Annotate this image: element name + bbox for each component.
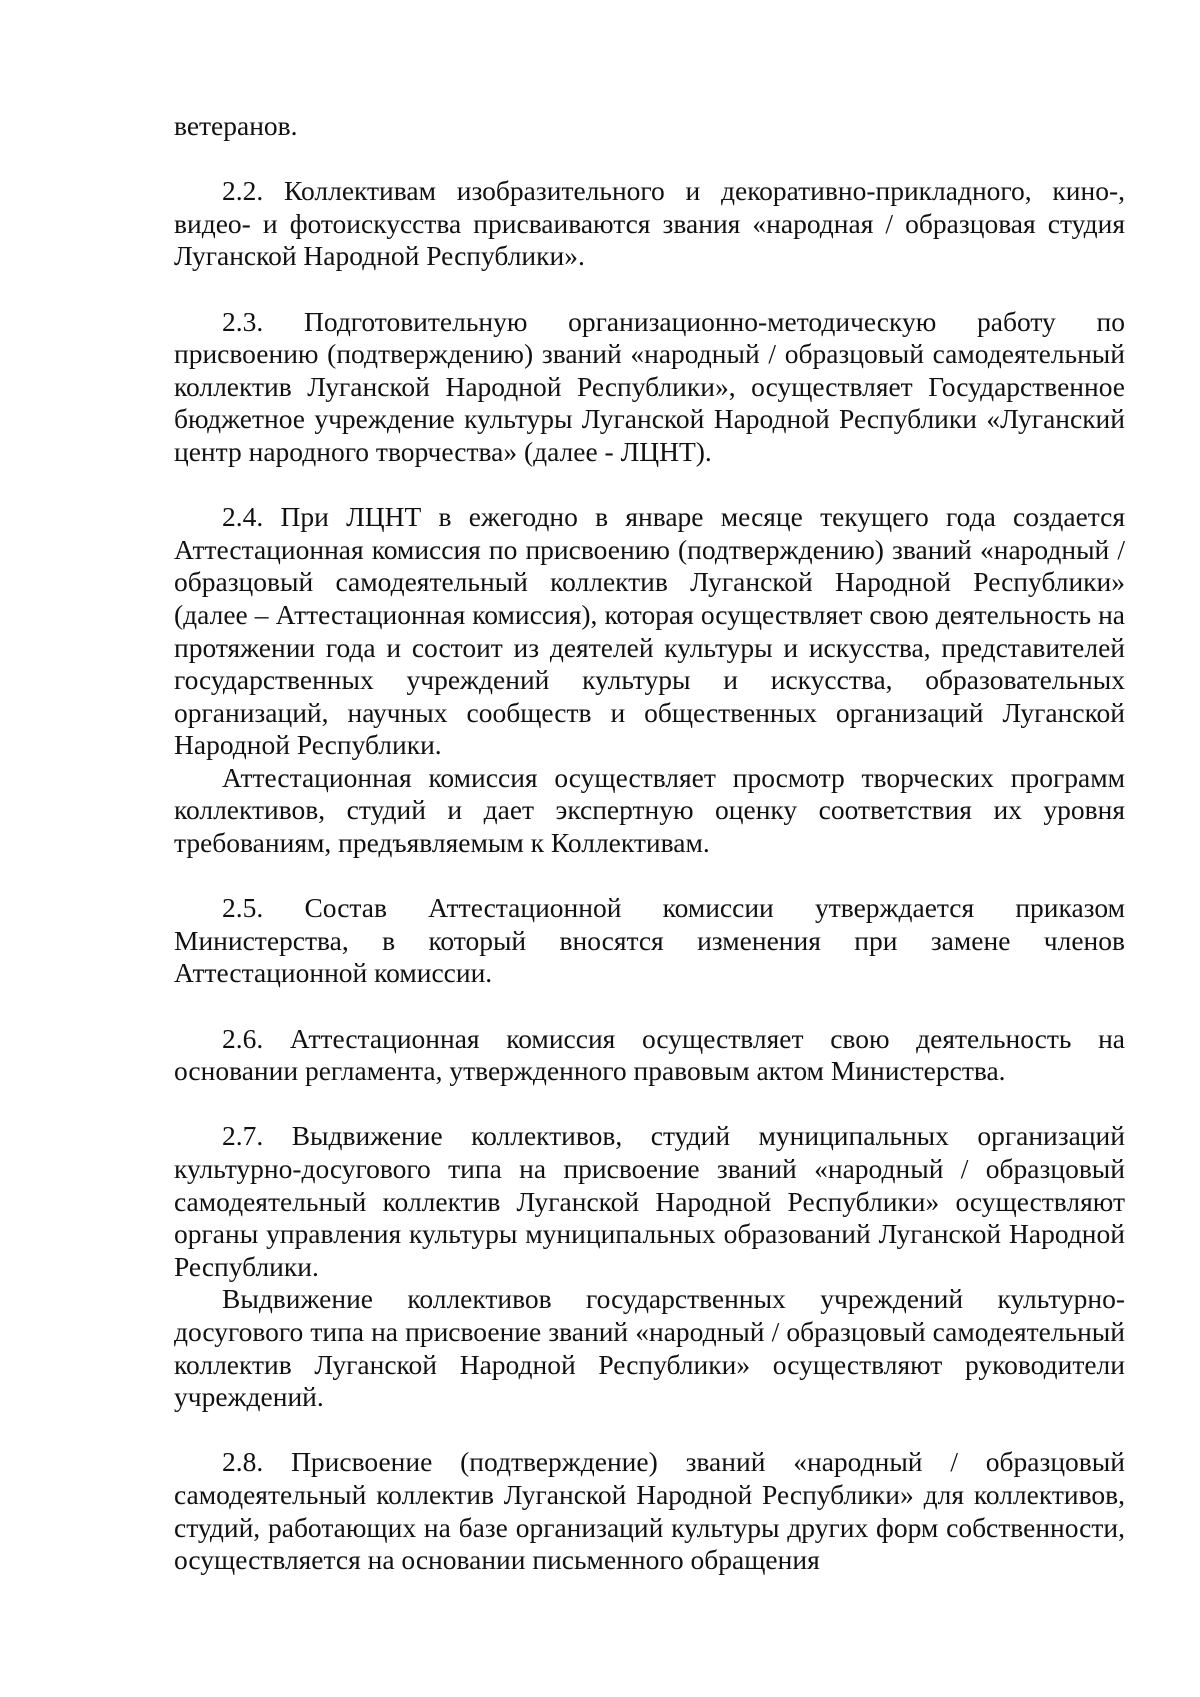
paragraph-2-6: 2.6. Аттестационная комиссия осуществляет свою деятельность на основании регламента, утвержденного правовым актом Министерства. bbox=[174, 1022, 1125, 1087]
paragraph-2-7-continued: Выдвижение коллективов государственных учреждений культурно-досугового типа на присвоение званий «народный / образцовый самодеятельный коллектив Луганской Народной Республики» осуществляют руководители учреждений. bbox=[174, 1283, 1125, 1413]
paragraph-gap bbox=[174, 469, 1125, 502]
paragraph-2-4-continued: Аттестационная комиссия осуществляет просмотр творческих программ коллективов, студий и дает экспертную оценку соответствия их уровня требованиям, предъявляемым к Коллективам. bbox=[174, 761, 1125, 859]
document-body bbox=[174, 110, 1125, 1577]
paragraph-2-3: 2.3. Подготовительную организационно-методическую работу по присвоению (подтверждению) званий «народный / образцовый самодеятельный коллектив Луганской Народной Республики», осуществляет Государственное бюджетное учреждение культуры Луганской Народной Республики «Луганский центр народного творчества» (далее - ЛЦНТ). bbox=[174, 305, 1125, 467]
paragraph-2-5: 2.5. Состав Аттестационной комиссии утверждается приказом Министерства, в который вносятся изменения при замене членов Аттестационной комиссии. bbox=[174, 892, 1125, 989]
paragraph-2-4: 2.4. При ЛЦНТ в ежегодно в январе месяце текущего года создается Аттестационная комиссия по присвоению (подтверждению) званий «народный / образцовый самодеятельный коллектив Луганской Народной Республики» (далее – Аттестационная комиссия), которая осуществляет свою деятельность на протяжении года и состоит из деятелей культуры и искусства, представителей государственных учреждений культуры и искусства, образовательных организаций, научных сообществ и общественных организаций Луганской Народной Республики. bbox=[174, 501, 1125, 761]
paragraph-continuation: ветеранов. bbox=[174, 110, 298, 141]
paragraph-gap bbox=[174, 143, 1125, 176]
paragraph-2-8: 2.8. Присвоение (подтверждение) званий «народный / образцовый самодеятельный коллектив Луганской Народной Республики» для коллективов, студий, работающих на базе организаций культуры других форм собственности, осуществляется на основании письменного обращения bbox=[174, 1446, 1125, 1576]
paragraph-gap bbox=[174, 1414, 1125, 1447]
paragraph-gap bbox=[174, 860, 1125, 893]
paragraph-gap bbox=[174, 1088, 1125, 1121]
paragraph-gap bbox=[174, 990, 1125, 1023]
paragraph-gap bbox=[174, 273, 1125, 306]
paragraph-2-7: 2.7. Выдвижение коллективов, студий муниципальных организаций культурно-досугового типа на присвоение званий «народный / образцовый самодеятельный коллектив Луганской Народной Республики» осуществляют органы управления культуры муниципальных образований Луганской Народной Республики. bbox=[174, 1120, 1125, 1282]
paragraph-2-2: 2.2. Коллективам изобразительного и декоративно-прикладного, кино-, видео- и фотоискусства присваиваются звания «народная / образцовая студия Луганской Народной Республики». bbox=[174, 175, 1125, 272]
